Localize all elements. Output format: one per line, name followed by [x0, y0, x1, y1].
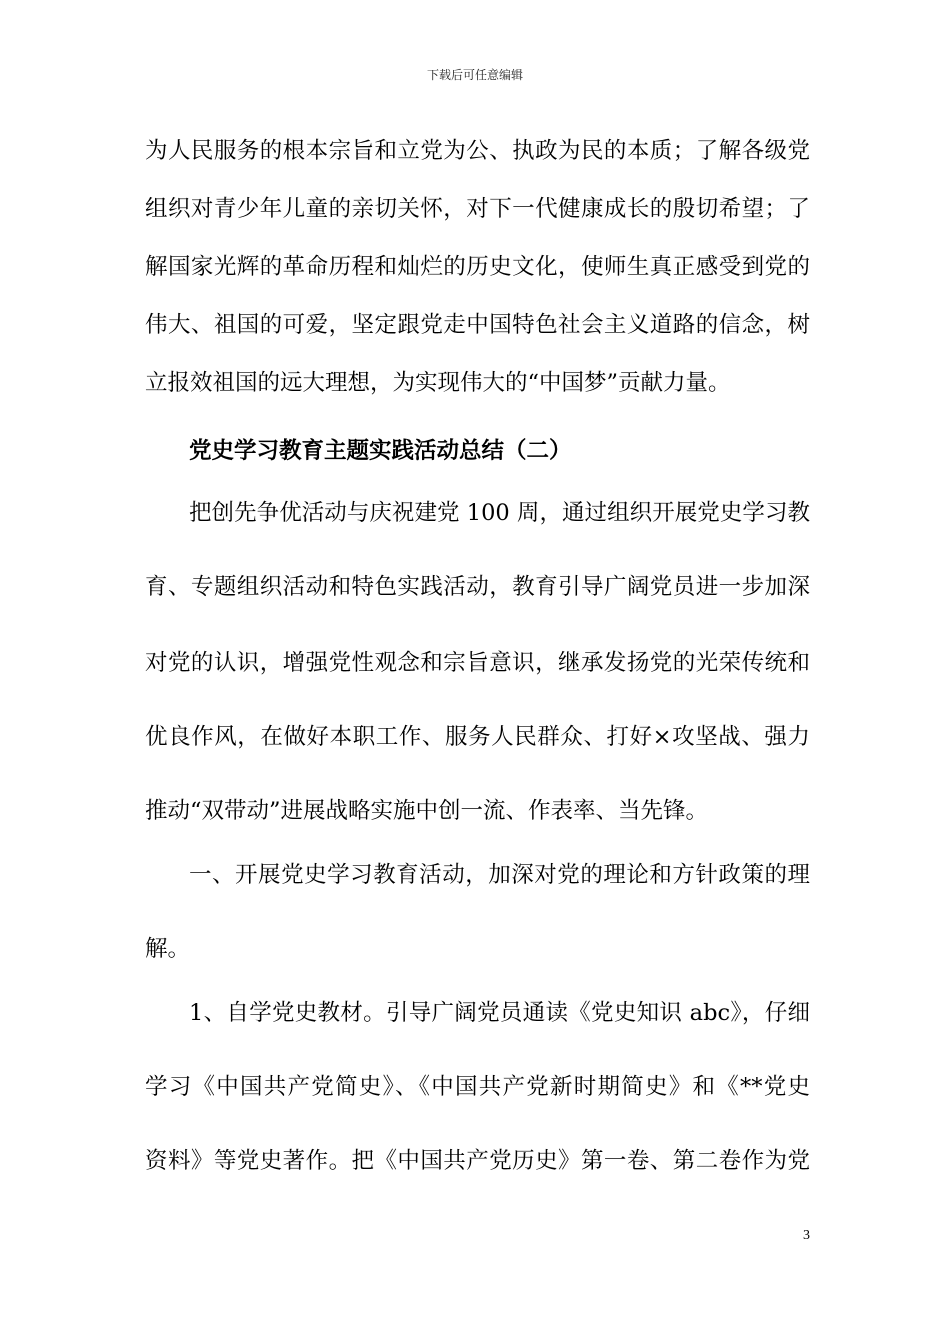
body-text-line: 解国家光辉的革命历程和灿烂的历史文化，使师生真正感受到党的	[145, 254, 810, 280]
body-text-line: 组织对青少年儿童的亲切关怀，对下一代健康成长的殷切希望；了	[145, 196, 810, 222]
section-heading: 党史学习教育主题实践活动总结（二）	[189, 438, 572, 464]
page-header: 下载后可任意编辑	[426, 68, 523, 82]
body-text-line: 1、自学党史教材。引导广阔党员通读《党史知识 abc》，仔细	[189, 1000, 810, 1026]
body-text-line: 一、开展党史学习教育活动，加深对党的理论和方针政策的理	[189, 862, 810, 888]
body-text-line: 为人民服务的根本宗旨和立党为公、执政为民的本质；了解各级党	[145, 138, 810, 164]
body-text-line: 解。	[145, 936, 191, 962]
body-text-line: 优良作风，在做好本职工作、服务人民群众、打好×攻坚战、强力	[145, 724, 810, 750]
body-text-line: 育、专题组织活动和特色实践活动，教育引导广阔党员进一步加深	[145, 574, 810, 600]
body-text-line: 推动“双带动”进展战略实施中创一流、作表率、当先锋。	[145, 798, 709, 824]
body-text-line: 资料》等党史著作。把《中国共产党历史》第一卷、第二卷作为党	[145, 1148, 810, 1174]
body-text-line: 学习《中国共产党简史》、《中国共产党新时期简史》和《**党史	[145, 1074, 810, 1100]
body-text-line: 对党的认识，增强党性观念和宗旨意识，继承发扬党的光荣传统和	[145, 650, 810, 676]
body-text-line: 把创先争优活动与庆祝建党 100 周，通过组织开展党史学习教	[189, 500, 810, 526]
body-text-line: 伟大、祖国的可爱，坚定跟党走中国特色社会主义道路的信念，树	[145, 312, 810, 338]
page-number: 3	[803, 1228, 810, 1243]
body-text-line: 立报效祖国的远大理想，为实现伟大的“中国梦”贡献力量。	[145, 370, 731, 396]
